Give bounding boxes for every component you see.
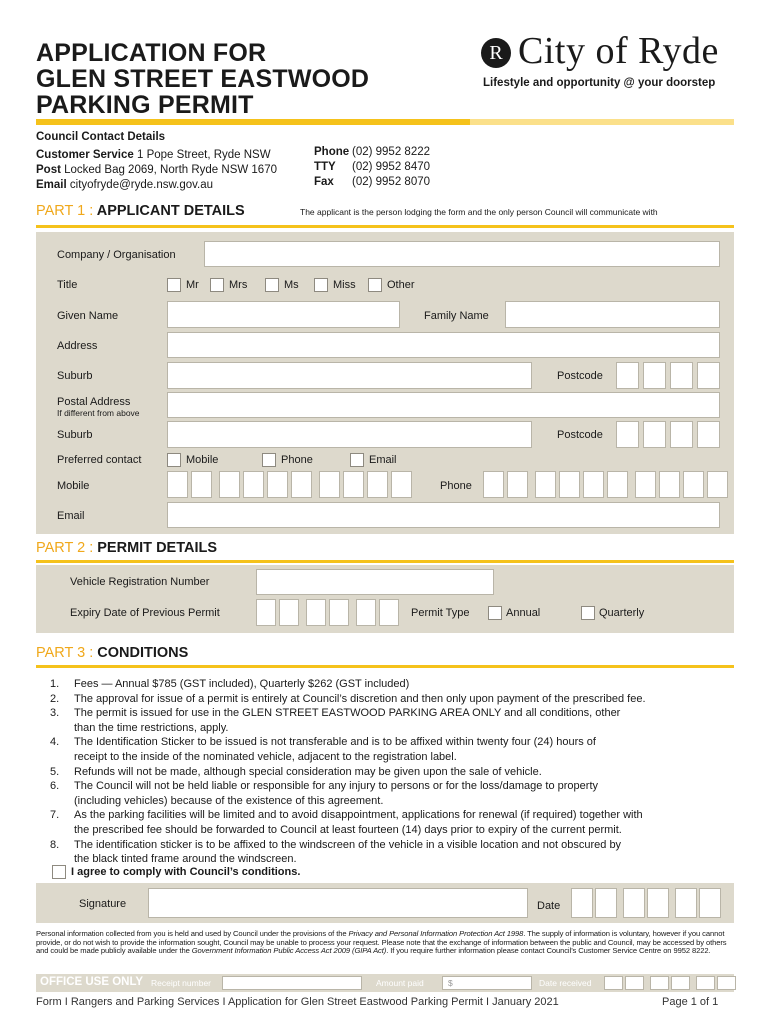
amount-label: Amount paid <box>376 978 424 988</box>
condition-item: 6. The Council will not be held liable or responsible for any injury to persons or for the loss/damage to property (including vehicles) because of the existence of this agreement. <box>50 780 598 807</box>
contact-customer-service: Customer Service 1 Pope Street, Ryde NSW <box>36 149 271 161</box>
contact-phone: Phone (02) 9952 8222 <box>314 146 431 158</box>
postcode2-digit-box[interactable] <box>643 421 666 448</box>
condition-item: 5. Refunds will not be made, although special consideration may be given upon the sale of vehicle. <box>50 765 542 778</box>
title-mrs-label: Mrs <box>229 279 248 291</box>
date-received-digit-box[interactable] <box>604 976 623 990</box>
family-name-label: Family Name <box>424 310 489 322</box>
family-name-input[interactable] <box>505 301 720 328</box>
mobile-digit-box[interactable] <box>291 471 312 498</box>
title-mr-label: Mr <box>186 279 199 291</box>
expiry-digit-box[interactable] <box>329 599 349 626</box>
title-other-checkbox[interactable] <box>368 278 382 292</box>
title-line-3: PARKING PERMIT <box>36 91 254 119</box>
postal-address-label: Postal Address <box>57 396 131 408</box>
agree-label: I agree to comply with Council’s conditions. <box>71 866 301 878</box>
part1-rule <box>36 225 734 228</box>
privacy-notice: Personal information collected from you is held and used by Council under the provisions of the Privacy and Personal Information Protection Act 1998. The supply of information is voluntary, however if you cannot provide, or do not wish to provide the information sought, Council may be unable to process your request. Please note that the exchange of information between the public and Council, may be accessed by others and could be made publicly available under the Government Information Public Access Act 2009 (GIPA Act). If you require further information please contact Council’s Customer Service Centre on 9952 8222. <box>36 929 727 956</box>
part2-heading: PART 2 : PERMIT DETAILS <box>36 540 218 556</box>
mobile-digit-box[interactable] <box>367 471 388 498</box>
title-miss-checkbox[interactable] <box>314 278 328 292</box>
phone-digit-box[interactable] <box>635 471 656 498</box>
part3-rule <box>36 665 734 668</box>
title-line-1: APPLICATION FOR <box>36 39 267 67</box>
title-miss-label: Miss <box>333 279 356 291</box>
condition-item: 2. The approval for issue of a permit is entirely at Council’s discretion and then only upon payment of the prescribed fee. <box>50 692 646 705</box>
footer-text: Form I Rangers and Parking Services I Application for Glen Street Eastwood Parking Permit I January 2021 <box>36 996 559 1008</box>
preferred-phone-label: Phone <box>281 454 313 466</box>
company-label: Company / Organisation <box>57 249 176 261</box>
phone-digit-box[interactable] <box>659 471 680 498</box>
postcode-digit-box[interactable] <box>616 362 639 389</box>
condition-item: 8. The identification sticker is to be affixed to the windscreen of the vehicle in a visible location and not obscured by the black tinted frame around the windscreen. <box>50 838 622 866</box>
date-digit-box[interactable] <box>675 888 697 918</box>
part3-heading: PART 3 : CONDITIONS <box>36 645 189 661</box>
expiry-digit-box[interactable] <box>306 599 326 626</box>
condition-item: 1. Fees — Annual $785 (GST included), Quarterly $262 (GST included) <box>50 678 410 690</box>
title-mr-checkbox[interactable] <box>167 278 181 292</box>
expiry-digit-box[interactable] <box>356 599 376 626</box>
phone-digit-box[interactable] <box>707 471 728 498</box>
suburb2-label: Suburb <box>57 429 93 441</box>
phone-digit-box[interactable] <box>483 471 504 498</box>
preferred-mobile-label: Mobile <box>186 454 219 466</box>
signature-input[interactable] <box>148 888 528 918</box>
preferred-email-label: Email <box>369 454 397 466</box>
mobile-digit-box[interactable] <box>219 471 240 498</box>
company-input[interactable] <box>204 241 720 267</box>
date-digit-box[interactable] <box>623 888 645 918</box>
given-name-label: Given Name <box>57 310 119 322</box>
page-number: Page 1 of 1 <box>662 996 719 1008</box>
postcode2-label: Postcode <box>557 429 603 441</box>
phone-digit-box[interactable] <box>535 471 556 498</box>
date-received-digit-box[interactable] <box>625 976 644 990</box>
postcode2-digit-box[interactable] <box>697 421 720 448</box>
condition-item: 7. As the parking facilities will be limited and to avoid disappointment, applications for renewal (if required) together with the prescribed fee should be forwarded to Council at least fourteen (14) days prior to expiry of the current permit. <box>50 809 643 836</box>
email-label: Email <box>57 510 85 522</box>
permit-quarterly-label: Quarterly <box>599 607 645 619</box>
mobile-digit-box[interactable] <box>167 471 188 498</box>
page-title <box>36 40 369 118</box>
address-label: Address <box>57 340 98 352</box>
phone-label: Phone <box>440 480 472 492</box>
preferred-phone-checkbox[interactable] <box>262 453 276 467</box>
expiry-label: Expiry Date of Previous Permit <box>70 607 220 619</box>
office-use-label: OFFICE USE ONLY <box>40 976 144 988</box>
title-line-2: GLEN STREET EASTWOOD <box>36 65 370 93</box>
mobile-digit-box[interactable] <box>319 471 340 498</box>
suburb-label: Suburb <box>57 370 93 382</box>
phone-digit-box[interactable] <box>559 471 580 498</box>
postcode-digit-box[interactable] <box>643 362 666 389</box>
date-received-digit-box[interactable] <box>717 976 736 990</box>
date-received-digit-box[interactable] <box>671 976 690 990</box>
agree-checkbox[interactable] <box>52 865 66 879</box>
contact-tty: TTY (02) 9952 8470 <box>314 161 431 173</box>
date-digit-box[interactable] <box>699 888 721 918</box>
header-rule-light <box>470 119 734 125</box>
date-received-label: Date received <box>539 978 592 988</box>
postal-address-sublabel: If different from above <box>57 408 140 418</box>
part2-rule <box>36 560 734 563</box>
postcode-label: Postcode <box>557 370 603 382</box>
postcode-digit-box[interactable] <box>670 362 693 389</box>
phone-digit-box[interactable] <box>583 471 604 498</box>
email-input[interactable] <box>167 502 720 528</box>
part1-note: The applicant is the person lodging the form and the only person Council will communicate with <box>300 207 658 217</box>
address-input[interactable] <box>167 332 720 358</box>
preferred-contact-label: Preferred contact <box>57 454 142 466</box>
contact-post: Post Locked Bag 2069, North Ryde NSW 1670 <box>36 164 277 176</box>
mobile-digit-box[interactable] <box>267 471 288 498</box>
date-digit-box[interactable] <box>595 888 617 918</box>
phone-digit-box[interactable] <box>683 471 704 498</box>
contact-heading: Council Contact Details <box>36 131 166 143</box>
postcode-digit-box[interactable] <box>697 362 720 389</box>
amount-input[interactable]: $ <box>442 976 532 990</box>
date-digit-box[interactable] <box>647 888 669 918</box>
date-received-digit-box[interactable] <box>650 976 669 990</box>
receipt-label: Receipt number <box>151 978 212 988</box>
contact-email: Email cityofryde@ryde.nsw.gov.au <box>36 179 214 191</box>
title-mrs-checkbox[interactable] <box>210 278 224 292</box>
tagline: Lifestyle and opportunity @ your doorstep <box>483 77 716 89</box>
rego-label: Vehicle Registration Number <box>70 576 210 588</box>
preferred-email-checkbox[interactable] <box>350 453 364 467</box>
given-name-input[interactable] <box>167 301 400 328</box>
postcode2-digit-box[interactable] <box>616 421 639 448</box>
receipt-input[interactable] <box>222 976 362 990</box>
title-other-label: Other <box>387 279 415 291</box>
suburb2-input[interactable] <box>167 421 532 448</box>
expiry-digit-box[interactable] <box>256 599 276 626</box>
expiry-digit-box[interactable] <box>379 599 399 626</box>
phone-digit-box[interactable] <box>507 471 528 498</box>
expiry-digit-box[interactable] <box>279 599 299 626</box>
date-received-digit-box[interactable] <box>696 976 715 990</box>
part1-heading: PART 1 : APPLICANT DETAILS <box>36 203 245 219</box>
title-label: Title <box>57 279 78 291</box>
contact-fax: Fax (02) 9952 8070 <box>314 176 431 188</box>
permit-quarterly-checkbox[interactable] <box>581 606 595 620</box>
permit-type-label: Permit Type <box>411 607 470 619</box>
permit-annual-checkbox[interactable] <box>488 606 502 620</box>
suburb-input[interactable] <box>167 362 532 389</box>
date-label: Date <box>537 900 561 912</box>
mobile-digit-box[interactable] <box>191 471 212 498</box>
header-rule <box>36 119 470 125</box>
mobile-digit-box[interactable] <box>391 471 412 498</box>
title-ms-label: Ms <box>284 279 299 291</box>
preferred-mobile-checkbox[interactable] <box>167 453 181 467</box>
logo-text: City of Ryde <box>518 30 719 72</box>
signature-label: Signature <box>79 898 127 910</box>
postcode2-digit-box[interactable] <box>670 421 693 448</box>
conditions-list <box>36 677 726 867</box>
date-digit-box[interactable] <box>571 888 593 918</box>
title-ms-checkbox[interactable] <box>265 278 279 292</box>
phone-digit-box[interactable] <box>607 471 628 498</box>
condition-item: 3. The permit is issued for use in the GLEN STREET EASTWOOD PARKING AREA ONLY and all conditions, other than the time restrictions, apply. <box>50 707 621 734</box>
city-of-ryde-logo-icon: R <box>481 38 511 68</box>
permit-annual-label: Annual <box>506 607 541 619</box>
condition-item: 4. The Identification Sticker to be issued is not transferable and is to be affixed within twenty four (24) hours of receipt to the inside of the nominated vehicle, adjacent to the registration label. <box>50 736 596 763</box>
mobile-digit-box[interactable] <box>243 471 264 498</box>
mobile-label: Mobile <box>57 480 90 492</box>
rego-input[interactable] <box>256 569 494 595</box>
postal-address-input[interactable] <box>167 392 720 418</box>
mobile-digit-box[interactable] <box>343 471 364 498</box>
